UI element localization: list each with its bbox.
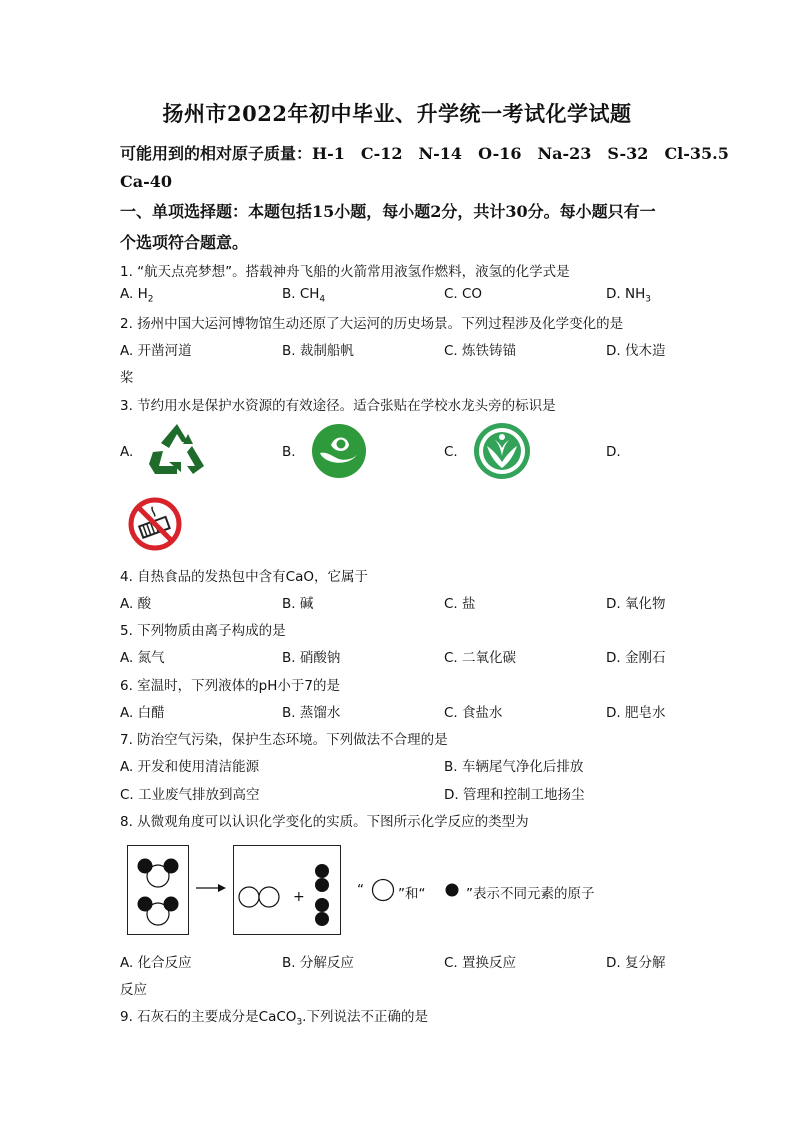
q4-option-b: B. 碱 [282, 596, 314, 612]
question-3-stem: 3. 节约用水是保护水资源的有效途径。适合张贴在学校水龙头旁的标识是 [120, 398, 556, 414]
q3-option-b: B. [282, 444, 296, 460]
product-box [233, 845, 341, 935]
q1-option-c: C. CO [444, 286, 483, 302]
question-7-stem: 7. 防治空气污染，保护生态环境。下列做法不合理的是 [120, 732, 448, 748]
q3-option-a: A. [120, 444, 134, 460]
q7-option-d: D. 管理和控制工地扬尘 [444, 787, 585, 803]
q2-option-d: D. 伐木造 [606, 343, 666, 359]
q4-option-a: A. 酸 [120, 596, 152, 612]
question-1-stem: 1. “航天点亮梦想”。搭载神舟飞船的火箭常用液氢作燃料，液氢的化学式是 [120, 264, 570, 280]
product-black-atom [315, 878, 329, 892]
q6-option-c: C. 食盐水 [444, 705, 503, 721]
legend-and-text: ”和“ [398, 886, 426, 902]
question-4-stem: 4. 自热食品的发热包中含有CaO，它属于 [120, 569, 368, 585]
q7-option-c: C. 工业废气排放到高空 [120, 787, 260, 803]
q3-option-d: D. [606, 444, 621, 460]
q4-option-c: C. 盐 [444, 596, 476, 612]
reactant-molecule [138, 859, 179, 888]
q2-option-b: B. 裁制船帆 [282, 343, 354, 359]
q8-option-c: C. 置换反应 [444, 955, 517, 971]
question-9-stem: 9. 石灰石的主要成分是CaCO$_3$.下列说法不正确的是 [120, 1009, 428, 1028]
q7-option-b: B. 车辆尾气净化后排放 [444, 759, 584, 775]
reactant-molecules [128, 846, 188, 934]
legend-description: ”表示不同元素的原子 [466, 886, 595, 902]
q8-option-d: D. 复分解 [606, 955, 666, 971]
q1-option-b: B. $CH_4$ [282, 286, 326, 305]
product-black-atom [315, 912, 329, 926]
water-saving-icon [311, 423, 367, 479]
question-6-stem: 6. 室温时，下列液体的pH小于7的是 [120, 678, 340, 694]
legend-open-quote: “ [357, 882, 364, 898]
product-white-atom [259, 887, 279, 907]
q5-option-c: C. 二氧化碳 [444, 650, 517, 666]
q7-option-a: A. 开发和使用清洁能源 [120, 759, 260, 775]
q4-option-d: D. 氧化物 [606, 596, 666, 612]
q1-option-a: A. $H_2$ [120, 286, 154, 305]
q5-option-b: B. 硝酸钠 [282, 650, 341, 666]
green-food-icon [473, 422, 531, 480]
question-5-stem: 5. 下列物质由离子构成的是 [120, 623, 286, 639]
no-smoking-icon [128, 497, 182, 551]
q6-option-b: B. 蒸馏水 [282, 705, 341, 721]
q5-option-a: A. 氮气 [120, 650, 165, 666]
product-black-atom [315, 864, 329, 878]
white-atom-icon [371, 878, 395, 902]
page-title: 扬州市2022年初中毕业、升学统一考试化学试题 [162, 101, 632, 126]
plus-sign: + [293, 889, 305, 905]
q8-option-d-cont: 反应 [120, 982, 147, 998]
question-8-stem: 8. 从微观角度可以认识化学变化的实质。下图所示化学反应的类型为 [120, 814, 529, 830]
section-heading: 一、单项选择题：本题包括15小题，每小题2分，共计30分。每小题只有一 [120, 202, 656, 221]
q2-option-d-cont: 桨 [120, 370, 134, 386]
question-2-stem: 2. 扬州中国大运河博物馆生动还原了大运河的历史场景。下列过程涉及化学变化的是 [120, 316, 624, 332]
q6-option-a: A. 白醋 [120, 705, 165, 721]
q8-option-a: A. 化合反应 [120, 955, 192, 971]
recycle-icon [147, 422, 207, 478]
black-atom-icon [445, 883, 459, 897]
reactant-box [127, 845, 189, 935]
arrow-right-icon [196, 882, 226, 894]
q3-option-c: C. [444, 444, 458, 460]
product-black-atom [315, 898, 329, 912]
reactant-molecule [138, 897, 179, 926]
q8-option-b: B. 分解反应 [282, 955, 354, 971]
atomic-mass-line-cont: Ca-40 [120, 172, 173, 191]
q6-option-d: D. 肥皂水 [606, 705, 666, 721]
q2-option-a: A. 开凿河道 [120, 343, 192, 359]
product-white-atom [239, 887, 259, 907]
q1-option-d: D. $NH_3$ [606, 286, 651, 305]
q2-option-c: C. 炼铁铸锚 [444, 343, 517, 359]
atomic-mass-line: 可能用到的相对原子质量：H-1 C-12 N-14 O-16 Na-23 S-32 Cl-35.5 [120, 144, 729, 163]
q5-option-d: D. 金刚石 [606, 650, 666, 666]
product-molecules [234, 846, 340, 934]
section-heading-cont: 个选项符合题意。 [120, 233, 249, 252]
